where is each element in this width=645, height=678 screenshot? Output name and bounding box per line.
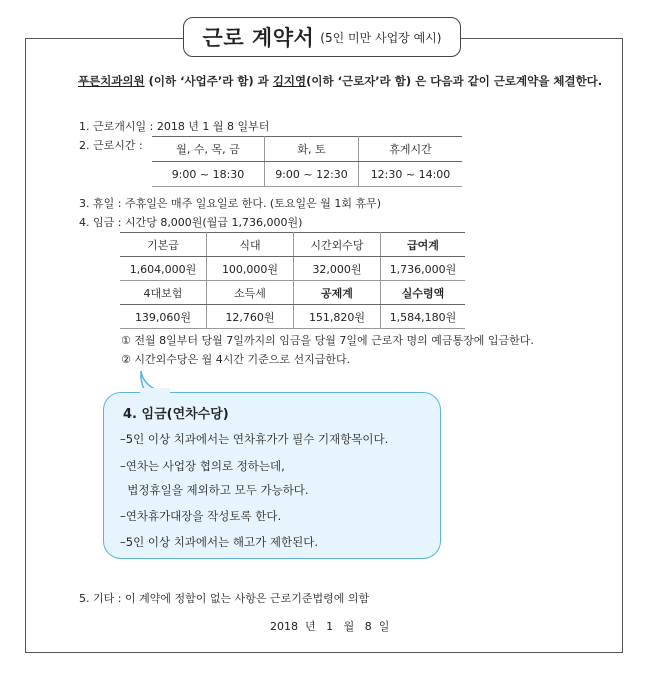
- intro-part2: (이하 ‘근로자’라 함) 은 다음과 같이 근로계약을 체결한다.: [306, 74, 603, 88]
- callout-title: 4. 임금(연차수당): [123, 407, 229, 422]
- wage-table: [120, 232, 465, 329]
- hours-table: [152, 136, 462, 187]
- wage-header: 시간외수당: [294, 233, 381, 257]
- wage-header: 기본급: [120, 233, 207, 257]
- note-2: ② 시간외수당은 월 4시간 기준으로 선지급한다.: [121, 353, 351, 366]
- employer-name: 푸른치과의원: [78, 74, 145, 88]
- hours-label: 2. 근로시간 :: [79, 139, 143, 152]
- wage-value: 12,760원: [207, 305, 294, 329]
- wage-value: 1,584,180원: [381, 305, 466, 329]
- employee-name: 김지영: [272, 74, 307, 88]
- callout-line: –연차는 사업장 협의로 정하는데,: [120, 459, 285, 473]
- wage-value: 1,604,000원: [120, 257, 207, 281]
- contract-date: 2018 년 1 월 8 일: [270, 620, 390, 633]
- wage-line: 4. 임금 : 시간당 8,000원(월급 1,736,000원): [79, 216, 303, 229]
- note-1: ① 전월 8일부터 당월 7일까지의 임금을 당월 7일에 근로자 명의 예금통장에 입금한다.: [121, 334, 534, 347]
- hours-value: 9:00 ~ 12:30: [265, 162, 359, 187]
- hours-value: 9:00 ~ 18:30: [152, 162, 265, 187]
- callout-line: 법정휴일을 제외하고 모두 가능하다.: [120, 483, 309, 497]
- hours-value: 12:30 ~ 14:00: [359, 162, 463, 187]
- hours-header: 월, 수, 목, 금: [152, 137, 265, 162]
- wage-header: 4대보험: [120, 281, 207, 305]
- wage-header: 식대: [207, 233, 294, 257]
- hours-header: 휴게시간: [359, 137, 463, 162]
- other-line: 5. 기타 : 이 계약에 정함이 없는 사항은 근로기준법령에 의함: [79, 592, 370, 605]
- callout-line: –5인 이상 치과에서는 해고가 제한된다.: [120, 535, 318, 549]
- callout-line: –연차휴가대장을 작성토록 한다.: [120, 509, 282, 523]
- wage-header: 급여계: [381, 233, 466, 257]
- wage-header: 공제계: [294, 281, 381, 305]
- page-title: 근로 계약서: [202, 26, 315, 50]
- wage-value: 1,736,000원: [381, 257, 466, 281]
- wage-value: 100,000원: [207, 257, 294, 281]
- page-subtitle: (5인 미만 사업장 예시): [320, 30, 442, 45]
- callout-line: –5인 이상 치과에서는 연차휴가가 필수 기재항목이다.: [120, 432, 389, 446]
- callout-tail-join: [140, 388, 170, 396]
- intro-part1: (이하 ‘사업주’라 함) 과: [144, 74, 273, 88]
- wage-value: 32,000원: [294, 257, 381, 281]
- wage-value: 139,060원: [120, 305, 207, 329]
- start-date-line: 1. 근로개시일 : 2018 년 1 월 8 일부터: [79, 120, 270, 133]
- title-box: [183, 17, 461, 57]
- wage-header: 소득세: [207, 281, 294, 305]
- wage-value: 151,820원: [294, 305, 381, 329]
- wage-header: 실수령액: [381, 281, 466, 305]
- hours-header: 화, 토: [265, 137, 359, 162]
- holiday-line: 3. 휴일 : 주휴일은 매주 일요일로 한다. (토요일은 월 1회 휴무): [79, 197, 382, 210]
- intro-sentence: [78, 73, 602, 89]
